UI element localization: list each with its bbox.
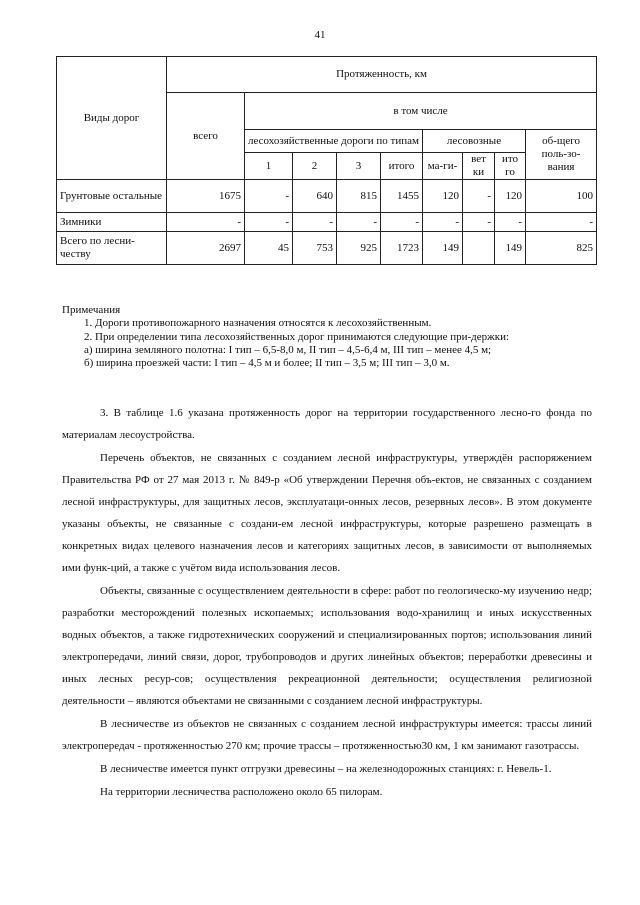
cell-vet: [463, 232, 495, 265]
cell-total: 2697: [167, 232, 245, 265]
table-row: [57, 213, 597, 232]
header-forestry-total: итого: [381, 153, 423, 180]
paragraph-objects-list: Перечень объектов, не связанных с созданием лесной инфраструктуры, утверждён распоряжением Правительства РФ от 27 мая 2013 г. № 849-р «Об утверждении Перечня объ-ектов, не связанных с созданием лесной инфраструктуры, для защитных лесов, эксплуатаци-онных лесов, резервных лесов». В этом документе указаны объекты, не связанные с создани-ем лесной инфраструктуры, которые разрешено размещать в конкретных видах целевого назначения лесов и категориях защитных лесов, в зависимости от выполняемых ими функ-ций, а также с учётом вида использования лесов.: [62, 452, 592, 574]
cell-vet: -: [463, 213, 495, 232]
table-row: [57, 180, 597, 213]
cell-type-2: 753: [293, 232, 337, 265]
cell-vet: -: [463, 180, 495, 213]
cell-type-1: -: [245, 180, 293, 213]
page-number: 41: [314, 29, 326, 41]
cell-type-3: 815: [337, 180, 381, 213]
cell-total: -: [167, 213, 245, 232]
header-logging-roads: лесовозные: [423, 130, 526, 153]
notes-title: Примечания: [62, 304, 121, 316]
row-name: Зимники: [57, 213, 167, 232]
cell-forestry-total: -: [381, 213, 423, 232]
paragraph-table-reference: 3. В таблице 1.6 указана протяженность дорог на территории государственного лесно-го фонда по материалам лесоустройства.: [62, 407, 592, 441]
row-name: Всего по лесни-честву: [57, 232, 167, 265]
cell-mag: 149: [423, 232, 463, 265]
note-2a: а) ширина земляного полотна: I тип – 6,5-8,0 м, II тип – 4,5-6,4 м, III тип – менее 4,5 м;: [84, 343, 492, 356]
header-including: в том числе: [245, 93, 597, 130]
cell-type-1: 45: [245, 232, 293, 265]
cell-logging-total: 149: [495, 232, 526, 265]
cell-type-3: -: [337, 213, 381, 232]
header-logging-total: ито го: [495, 153, 526, 180]
cell-type-2: 640: [293, 180, 337, 213]
cell-forestry-total: 1723: [381, 232, 423, 265]
cell-mag: -: [423, 213, 463, 232]
note-1: 1. Дороги противопожарного назначения относятся к лесохозяйственным.: [84, 317, 432, 330]
header-type-1: 1: [245, 153, 293, 180]
cell-mag: 120: [423, 180, 463, 213]
header-road-types: Виды дорог: [57, 57, 167, 180]
cell-type-2: -: [293, 213, 337, 232]
paragraph-activities: Объекты, связанные с осуществлением деятельности в сфере: работ по геологическо-му изучению недр; разработки месторождений полезных ископаемых; использования водо-хранилищ и иных искусственных водных объектов, а также гидротехнических сооружений и специализированных портов; использования линий электропередачи, линий связи, дорог, трубопроводов и других линейных объектов; переработки древесины и иных лесных ресур-сов; осуществления рекреационной деятельности; осуществления религиозной деятельности – являются объектами не связанными с созданием лесной инфраструктуры.: [62, 585, 592, 707]
header-type-2: 2: [293, 153, 337, 180]
cell-type-3: 925: [337, 232, 381, 265]
header-length: Протяженность, км: [167, 57, 597, 93]
cell-public: 825: [526, 232, 597, 265]
row-name: Грунтовые остальные: [57, 180, 167, 213]
header-forestry-roads: лесохозяйственные дороги по типам: [245, 130, 423, 153]
note-2b: б) ширина проезжей части: I тип – 4,5 м и более; II тип – 3,5 м; III тип – 3,0 м.: [84, 357, 450, 370]
table-row: [57, 232, 597, 265]
cell-logging-total: 120: [495, 180, 526, 213]
header-public-roads: об-щего поль-зо-вания: [526, 130, 597, 180]
paragraph-sawmills: На территории лесничества расположено около 65 пилорам.: [100, 786, 383, 798]
roads-table: [56, 56, 597, 265]
cell-type-1: -: [245, 213, 293, 232]
header-vet: вет ки: [463, 153, 495, 180]
paragraph-power-lines: В лесничестве из объектов не связанных с созданием лесной инфраструктуры имеется: трассы линий электропередач - протяженностью 270 км; прочие трассы – протяженностью30 км, 1 км занимают газотрассы.: [62, 718, 592, 752]
header-type-3: 3: [337, 153, 381, 180]
paragraph-timber-shipment: В лесничестве имеется пункт отгрузки древесины – на железнодорожных станциях: г. Невель-1.: [100, 763, 552, 775]
table-notes: [62, 304, 592, 370]
body-text: [62, 402, 592, 803]
header-total: всего: [167, 93, 245, 180]
cell-logging-total: -: [495, 213, 526, 232]
header-mag: ма-ги-: [423, 153, 463, 180]
cell-public: -: [526, 213, 597, 232]
cell-total: 1675: [167, 180, 245, 213]
cell-public: 100: [526, 180, 597, 213]
note-2: 2. При определении типа лесохозяйственных дорог принимаются следующие при-держки:: [84, 330, 510, 343]
cell-forestry-total: 1455: [381, 180, 423, 213]
